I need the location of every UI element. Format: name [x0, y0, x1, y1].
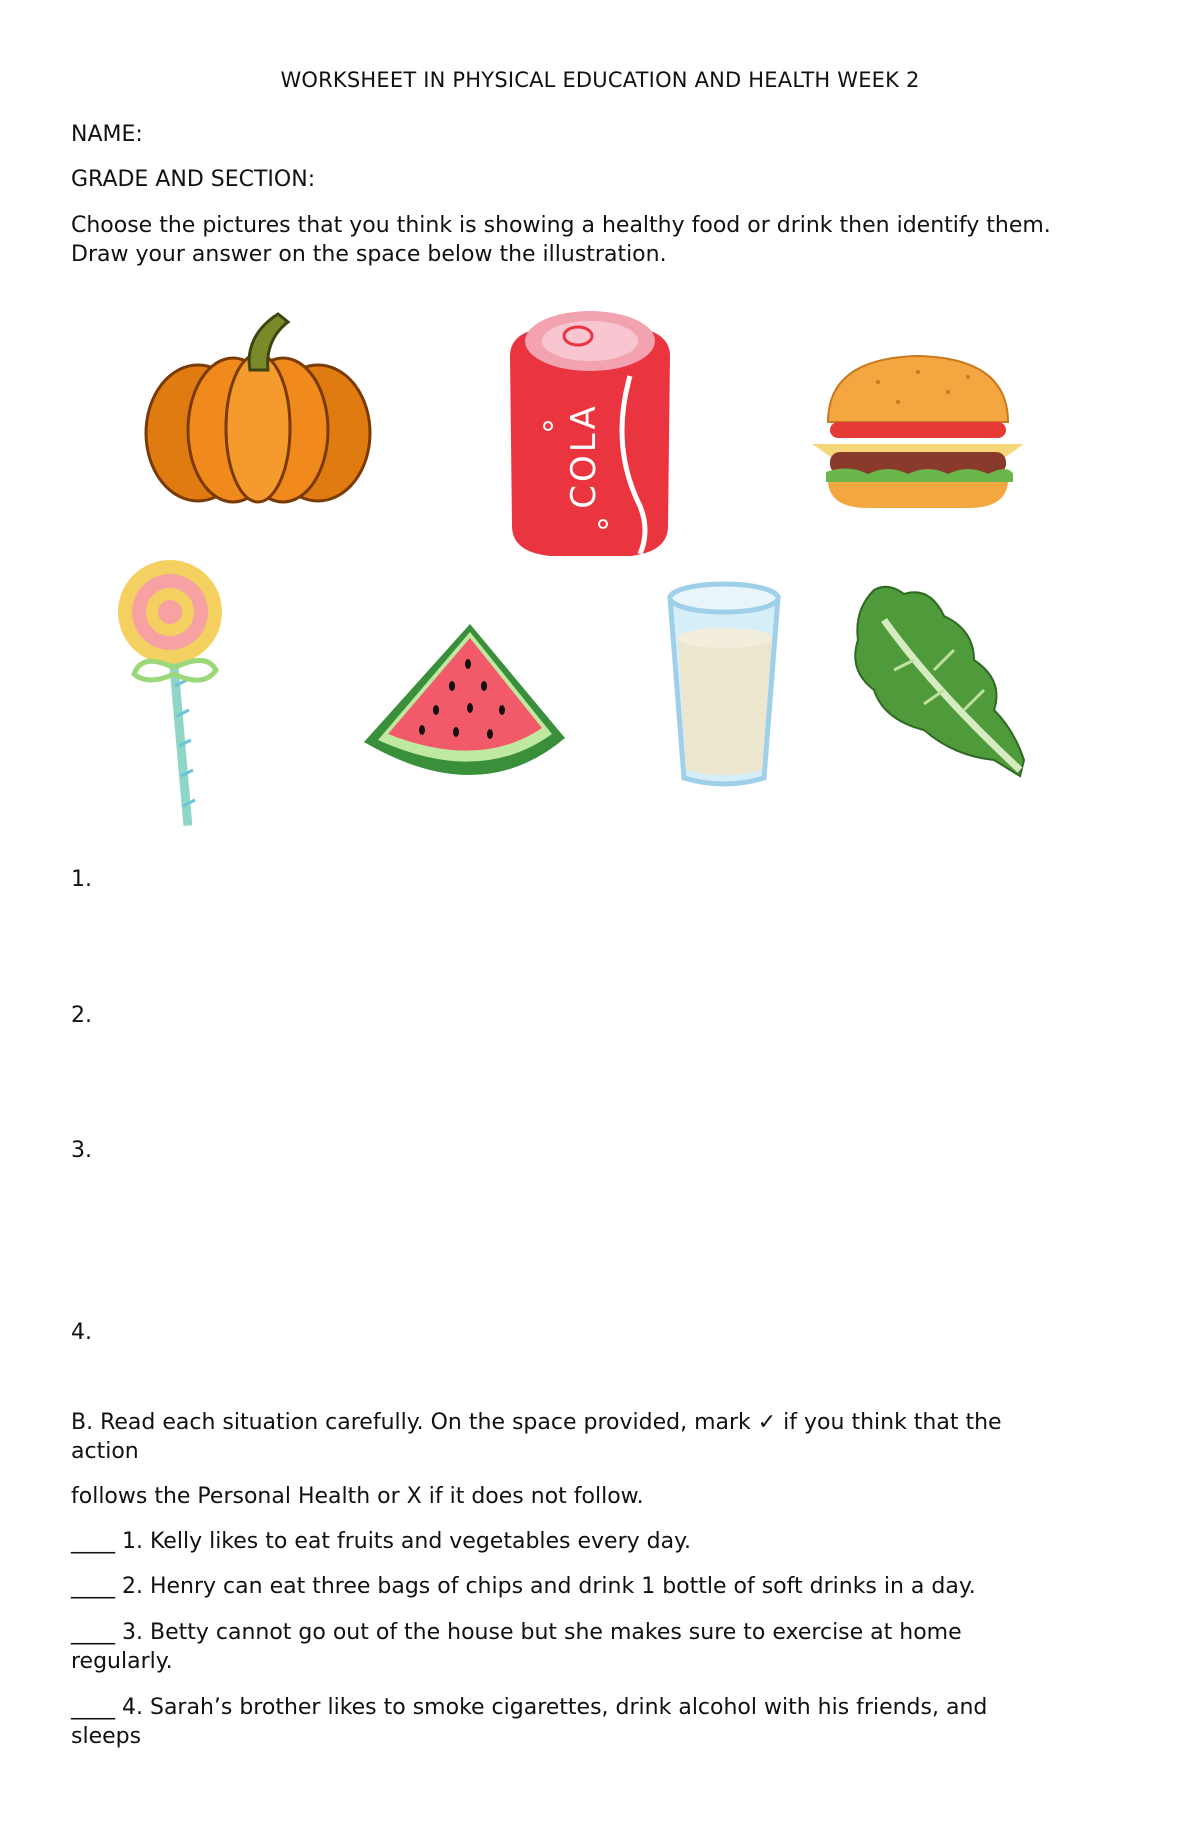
instruction-line-2: Draw your answer on the space below the illustration. [71, 242, 667, 267]
situation-item-3: ____ 3. Betty cannot go out of the house but she makes sure to exercise at home [71, 1620, 962, 1645]
instruction-line-1: Choose the pictures that you think is showing a healthy food or drink then identify them. [71, 213, 1051, 238]
grade-section-label: GRADE AND SECTION: [71, 167, 316, 192]
answer-line-1: 1. [71, 867, 92, 892]
watermelon-illustration [360, 620, 570, 790]
milk-glass-illustration [656, 578, 792, 792]
cola-can-illustration [500, 306, 680, 562]
lettuce-illustration [844, 580, 1034, 780]
answer-line-4: 4. [71, 1320, 92, 1345]
answer-line-2: 2. [71, 1003, 92, 1028]
situation-item-3-continuation: regularly. [71, 1649, 173, 1674]
answer-line-3: 3. [71, 1138, 92, 1163]
worksheet-title: WORKSHEET IN PHYSICAL EDUCATION AND HEALTH WEEK 2 [280, 68, 920, 92]
situation-item-4: ____ 4. Sarah’s brother likes to smoke cigarettes, drink alcohol with his friends, and [71, 1695, 988, 1720]
situation-item-1: ____ 1. Kelly likes to eat fruits and vegetables every day. [71, 1529, 691, 1554]
burger-illustration [808, 352, 1028, 512]
situation-item-4-continuation: sleeps [71, 1724, 142, 1749]
pumpkin-illustration [138, 308, 378, 528]
situation-item-2: ____ 2. Henry can eat three bags of chips and drink 1 bottle of soft drinks in a day. [71, 1574, 976, 1599]
part-b-instruction-line-3: follows the Personal Health or X if it does not follow. [71, 1484, 644, 1509]
lollipop-illustration [112, 556, 232, 828]
name-label: NAME: [71, 122, 143, 147]
cola-label: COLA [564, 403, 604, 509]
part-b-instruction-line-2: action [71, 1439, 139, 1464]
part-b-instruction-line-1: B. Read each situation carefully. On the space provided, mark ✓ if you think that the [71, 1410, 1002, 1435]
